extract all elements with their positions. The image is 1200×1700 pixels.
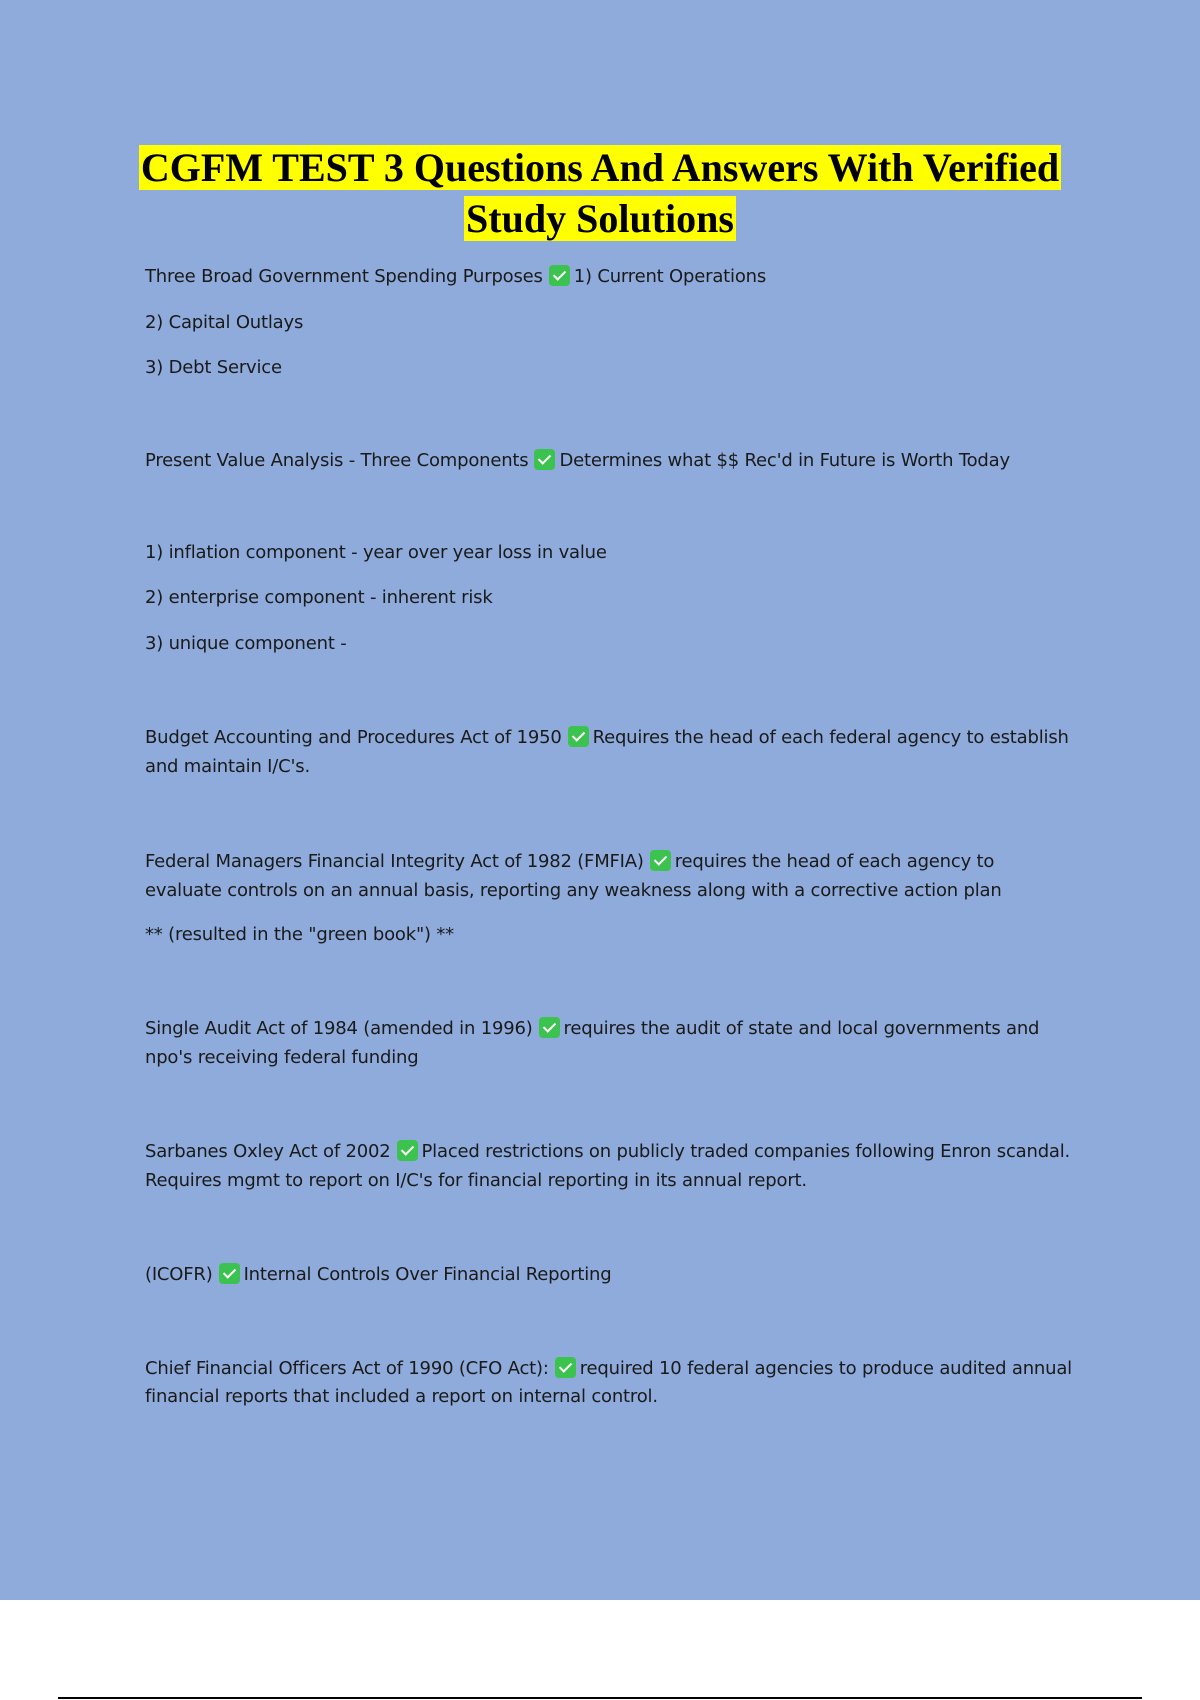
text-line: 1) inflation component - year over year loss in value — [145, 542, 607, 563]
check-mark-icon — [539, 1017, 560, 1038]
text-line: ** (resulted in the "green book") ** — [145, 924, 454, 945]
question-text: Sarbanes Oxley Act of 2002 — [145, 1141, 391, 1162]
question-text: Present Value Analysis - Three Components — [145, 450, 529, 471]
text-line: 3) Debt Service — [145, 357, 282, 378]
qa-item-present-value — [145, 449, 1010, 471]
qa-item-cfo-act — [145, 1357, 1072, 1379]
text-line: and maintain I/C's. — [145, 756, 310, 777]
check-mark-icon — [568, 726, 589, 747]
question-text: Budget Accounting and Procedures Act of 1950 — [145, 727, 562, 748]
answer-text: Requires the head of each federal agency to establish — [592, 727, 1069, 748]
qa-item-spending-purposes — [145, 265, 766, 287]
question-text: Chief Financial Officers Act of 1990 (CFO Act): — [145, 1358, 549, 1379]
answer-text: 1) Current Operations — [573, 266, 767, 287]
text-line: evaluate controls on an annual basis, reporting any weakness along with a corrective action plan — [145, 880, 1002, 901]
footer-divider — [58, 1697, 1142, 1699]
text-line: Requires mgmt to report on I/C's for financial reporting in its annual report. — [145, 1170, 807, 1191]
check-mark-icon — [534, 449, 555, 470]
answer-text: required 10 federal agencies to produce audited annual — [579, 1358, 1072, 1379]
answer-text: Placed restrictions on publicly traded companies following Enron scandal. — [421, 1141, 1071, 1162]
question-text: Single Audit Act of 1984 (amended in 1996) — [145, 1018, 533, 1039]
check-mark-icon — [650, 850, 671, 871]
check-mark-icon — [397, 1140, 418, 1161]
qa-item-icofr — [145, 1263, 611, 1285]
answer-text: Internal Controls Over Financial Reporting — [243, 1264, 612, 1285]
question-text: Federal Managers Financial Integrity Act of 1982 (FMFIA) — [145, 851, 644, 872]
check-mark-icon — [219, 1263, 240, 1284]
text-line: npo's receiving federal funding — [145, 1047, 419, 1068]
qa-item-fmfia — [145, 850, 994, 872]
title-line-2: Study Solutions — [466, 196, 734, 241]
qa-item-budget-accounting-act — [145, 726, 1069, 748]
question-text: (ICOFR) — [145, 1264, 213, 1285]
text-line: 2) Capital Outlays — [145, 312, 304, 333]
check-mark-icon — [555, 1357, 576, 1378]
page-title — [0, 142, 1200, 244]
question-text: Three Broad Government Spending Purposes — [145, 266, 543, 287]
title-line-1: CGFM TEST 3 Questions And Answers With Verified — [140, 145, 1060, 190]
qa-item-sarbanes-oxley — [145, 1140, 1070, 1162]
check-mark-icon — [549, 265, 570, 286]
answer-text: requires the head of each agency to — [674, 851, 995, 872]
answer-text: requires the audit of state and local governments and — [563, 1018, 1040, 1039]
text-line: financial reports that included a report on internal control. — [145, 1386, 658, 1407]
text-line: 3) unique component - — [145, 633, 347, 654]
text-line: 2) enterprise component - inherent risk — [145, 587, 493, 608]
answer-text: Determines what $$ Rec'd in Future is Worth Today — [559, 450, 1010, 471]
qa-item-single-audit-act — [145, 1017, 1039, 1039]
